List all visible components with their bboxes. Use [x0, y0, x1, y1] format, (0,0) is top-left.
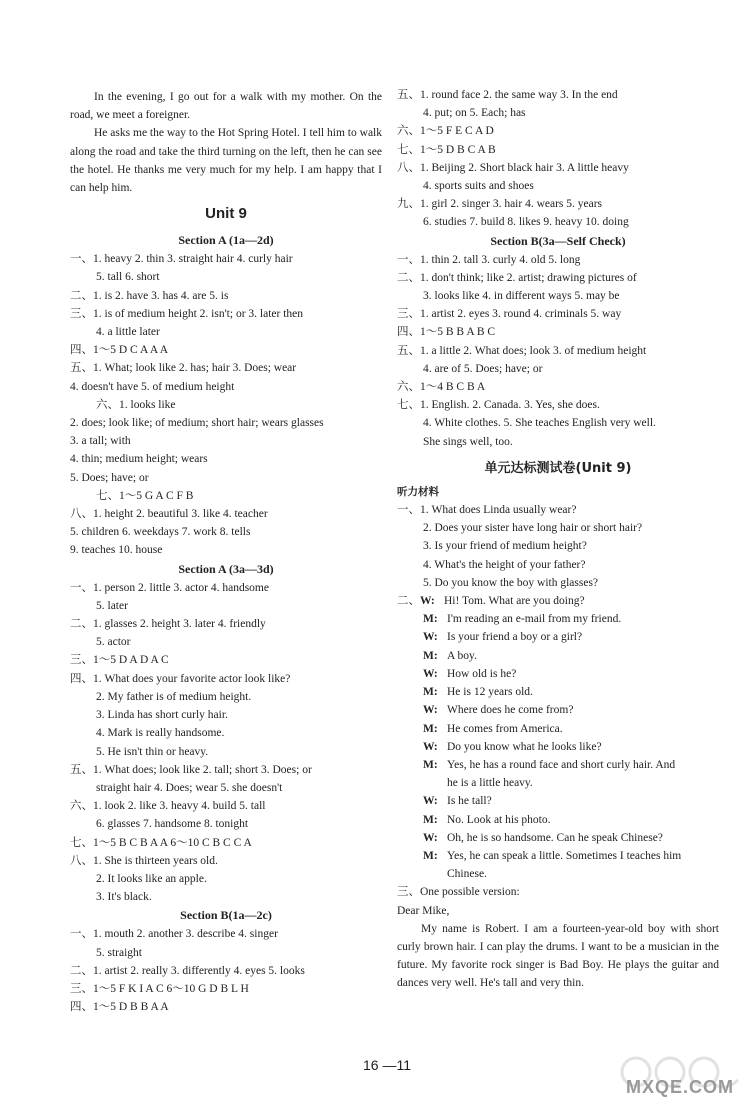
- answer-line: 4. doesn't have 5. of medium height: [70, 380, 235, 393]
- dialog-line: [397, 701, 719, 719]
- speaker-label: M:: [423, 758, 438, 771]
- answer-line: 5. straight: [96, 946, 142, 959]
- answer-line: 3. Is your friend of medium height?: [423, 540, 587, 553]
- answer-line: 六、1. looks like: [96, 398, 176, 411]
- answer-line: 五、1. What; look like 2. has; hair 3. Does; wear: [70, 362, 297, 375]
- dialog-line: [397, 756, 719, 774]
- section-title: Section A (3a—3d): [178, 561, 274, 576]
- dialog-text: Where does he come from?: [447, 704, 574, 717]
- speaker-label: M:: [423, 849, 438, 862]
- letter-body: My name is Robert. I am a fourteen-year-old boy with short curly brown hair. I can play the drums. I want to be a musician in the future. My favorite rock singer is Bad Boy. He plays the guitar and dances very well. He's tall and very thin.: [397, 922, 719, 990]
- answer-line: 2. does; look like; of medium; short hair; wears glasses: [70, 417, 324, 430]
- answer-line: 二、1. don't think; like 2. artist; drawing pictures of: [397, 271, 637, 284]
- answer-line: 七、1. English. 2. Canada. 3. Yes, she does.: [397, 399, 600, 412]
- dialog-continuation: he is a little heavy.: [447, 777, 533, 790]
- dialog-text: Is your friend a boy or a girl?: [447, 631, 583, 644]
- answer-line: 一、1. mouth 2. another 3. describe 4. singer: [70, 928, 278, 941]
- answer-line: 4. put; on 5. Each; has: [423, 107, 526, 120]
- answer-line: 五、1. round face 2. the same way 3. In the end: [397, 89, 618, 101]
- speaker-label: W:: [423, 631, 438, 644]
- speaker-label: M:: [423, 722, 438, 735]
- answer-line: 四、1～5 D B B A A: [70, 1001, 169, 1014]
- answer-line: 八、1. She is thirteen years old.: [70, 854, 218, 867]
- right-column: [397, 86, 719, 993]
- writing-label: 三、One possible version:: [397, 886, 520, 899]
- dialog-continuation: Chinese.: [447, 868, 487, 881]
- answer-list: [397, 501, 719, 592]
- dialog-line: [397, 610, 719, 628]
- answer-line: 2. Does your sister have long hair or short hair?: [423, 522, 643, 535]
- answer-line: 3. a tall; with: [70, 435, 131, 448]
- dialog-line: [397, 811, 719, 829]
- unit-title: Unit 9: [205, 205, 247, 223]
- answer-line: 6. glasses 7. handsome 8. tonight: [96, 818, 249, 831]
- speaker-label: M:: [423, 649, 438, 662]
- answer-line: 一、1. heavy 2. thin 3. straight hair 4. curly hair: [70, 253, 293, 266]
- answer-line: 八、1. height 2. beautiful 3. like 4. teacher: [70, 508, 268, 521]
- answer-line: 4. sports suits and shoes: [423, 180, 534, 193]
- answer-line: 5. He isn't thin or heavy.: [96, 745, 209, 758]
- speaker-label: W:: [420, 595, 435, 608]
- speaker-label: W:: [423, 667, 438, 680]
- answer-list: [70, 925, 382, 1016]
- answer-line: 三、1. is of medium height 2. isn't; or 3. later then: [70, 307, 303, 320]
- dialog-line: [397, 683, 719, 701]
- answer-line: 一、1. person 2. little 3. actor 4. handsome: [70, 581, 269, 594]
- dialog-line: [397, 628, 719, 646]
- dialog-line: [397, 665, 719, 683]
- speaker-label: W:: [423, 795, 438, 808]
- answer-list: [70, 250, 382, 559]
- answer-line: 六、1～4 B C B A: [397, 381, 486, 394]
- answer-line: 9. teaches 10. house: [70, 544, 163, 557]
- dialog-text: Do you know what he looks like?: [447, 740, 602, 753]
- answer-list: [397, 86, 719, 232]
- dialog-text: I'm reading an e-mail from my friend.: [447, 613, 622, 626]
- answer-line: 六、1. look 2. like 3. heavy 4. build 5. tall: [70, 800, 266, 813]
- answer-line: 七、1～5 D B C A B: [397, 143, 496, 156]
- speaker-label: M:: [423, 686, 438, 699]
- answer-line: 七、1～5 B C B A A 6～10 C B C C A: [70, 836, 252, 849]
- dialog-line: [397, 792, 719, 810]
- answer-line: 3. Linda has short curly hair.: [96, 709, 228, 722]
- section-title: Section A (1a—2d): [178, 233, 274, 248]
- answer-line: 四、1. What does your favorite actor look like?: [70, 672, 291, 685]
- dialog-text: A boy.: [447, 649, 477, 662]
- answer-line: 5. later: [96, 599, 128, 612]
- answer-line: 九、1. girl 2. singer 3. hair 4. wears 5. years: [397, 198, 603, 211]
- dialog-prefix: 二、: [397, 595, 420, 608]
- story-paragraph-2: He asks me the way to the Hot Spring Hotel. I tell him to walk along the road and take the third turning on the left, then he can see the hotel. He thanks me very much for my help. I am happy that I can help him.: [70, 127, 382, 195]
- dialog-text: Yes, he can speak a little. Sometimes I teaches him: [447, 849, 682, 862]
- answer-list: [70, 579, 382, 907]
- page-number: 16 —11: [363, 1057, 411, 1073]
- answer-line: 5. Does; have; or: [70, 471, 149, 484]
- answer-line: 七、1～5 G A C F B: [96, 489, 194, 502]
- answer-line: 6. studies 7. build 8. likes 9. heavy 10. doing: [423, 216, 629, 229]
- dialog-line: [397, 720, 719, 738]
- answer-line: 五、1. What does; look like 2. tall; short 3. Does; or: [70, 763, 312, 776]
- answer-line: 八、1. Beijing 2. Short black hair 3. A little heavy: [397, 161, 629, 174]
- story-paragraph-1: In the evening, I go out for a walk with my mother. On the road, we meet a foreigner.: [70, 91, 382, 122]
- answer-line: 一、1. What does Linda usually wear?: [397, 504, 577, 517]
- answer-line: 四、1～5 B B A B C: [397, 326, 496, 339]
- letter-greeting: Dear Mike,: [397, 904, 450, 917]
- answer-line: 4. Mark is really handsome.: [96, 727, 225, 740]
- dialog-text: He comes from America.: [447, 722, 563, 735]
- answer-line: 三、1～5 D A D A C: [70, 654, 169, 667]
- answer-line: 三、1. artist 2. eyes 3. round 4. criminals 5. way: [397, 308, 622, 321]
- speaker-label: W:: [423, 704, 438, 717]
- answer-line: She sings well, too.: [423, 435, 513, 448]
- section-title: Section B(1a—2c): [180, 908, 272, 923]
- answer-line: 六、1～5 F E C A D: [397, 125, 494, 138]
- answer-line: 四、1～5 D C A A A: [70, 344, 169, 357]
- speaker-label: M:: [423, 813, 438, 826]
- answer-line: 4. What's the height of your father?: [423, 558, 586, 571]
- dialog-text: Oh, he is so handsome. Can he speak Chinese?: [447, 831, 663, 844]
- left-column: [70, 88, 382, 1016]
- dialog-line: [397, 847, 719, 865]
- answer-line: straight hair 4. Does; wear 5. she doesn't: [96, 781, 283, 794]
- answer-line: 5. Do you know the boy with glasses?: [423, 576, 599, 589]
- speaker-label: M:: [423, 613, 438, 626]
- dialog-text: Is he tall?: [447, 795, 492, 808]
- dialog-text: Hi! Tom. What are you doing?: [444, 595, 585, 608]
- answer-line: 3. looks like 4. in different ways 5. may be: [423, 290, 620, 303]
- answer-line: 5. actor: [96, 636, 131, 649]
- answer-line: 二、1. is 2. have 3. has 4. are 5. is: [70, 289, 229, 302]
- answer-line: 2. My father is of medium height.: [96, 690, 252, 703]
- dialog-text: He is 12 years old.: [447, 686, 533, 699]
- dialog-line: [397, 592, 719, 610]
- answer-line: 三、1～5 F K I A C 6～10 G D B L H: [70, 982, 249, 995]
- dialog-text: Yes, he has a round face and short curly hair. And: [447, 758, 676, 771]
- watermark-text: MXQE.COM: [626, 1077, 735, 1097]
- answer-line: 五、1. a little 2. What does; look 3. of medium height: [397, 344, 647, 357]
- answer-line: 4. a little later: [96, 326, 160, 339]
- test-title: 单元达标测试卷(Unit 9): [484, 460, 632, 476]
- answer-line: 2. It looks like an apple.: [96, 872, 207, 885]
- dialog-line: [397, 647, 719, 665]
- answer-line: 二、1. artist 2. really 3. differently 4. eyes 5. looks: [70, 964, 305, 977]
- answer-line: 4. are of 5. Does; have; or: [423, 362, 543, 375]
- answer-line: 4. thin; medium height; wears: [70, 453, 208, 466]
- answer-line: 5. tall 6. short: [96, 271, 160, 284]
- dialog-text: How old is he?: [447, 667, 517, 680]
- dialog-line: [397, 738, 719, 756]
- answer-line: 3. It's black.: [96, 891, 152, 904]
- dialog-text: No. Look at his photo.: [447, 813, 551, 826]
- answer-line: 5. children 6. weekdays 7. work 8. tells: [70, 526, 251, 539]
- listening-label: 听力材料: [397, 485, 439, 498]
- answer-line: 一、1. thin 2. tall 3. curly 4. old 5. long: [397, 253, 581, 266]
- dialog-line: [397, 829, 719, 847]
- dialog: [397, 592, 719, 883]
- answer-line: 二、1. glasses 2. height 3. later 4. friendly: [70, 618, 266, 631]
- section-title: Section B(3a—Self Check): [490, 233, 626, 248]
- answer-list: [397, 251, 719, 451]
- speaker-label: W:: [423, 831, 438, 844]
- speaker-label: W:: [423, 740, 438, 753]
- answer-line: 4. White clothes. 5. She teaches English very well.: [423, 417, 656, 430]
